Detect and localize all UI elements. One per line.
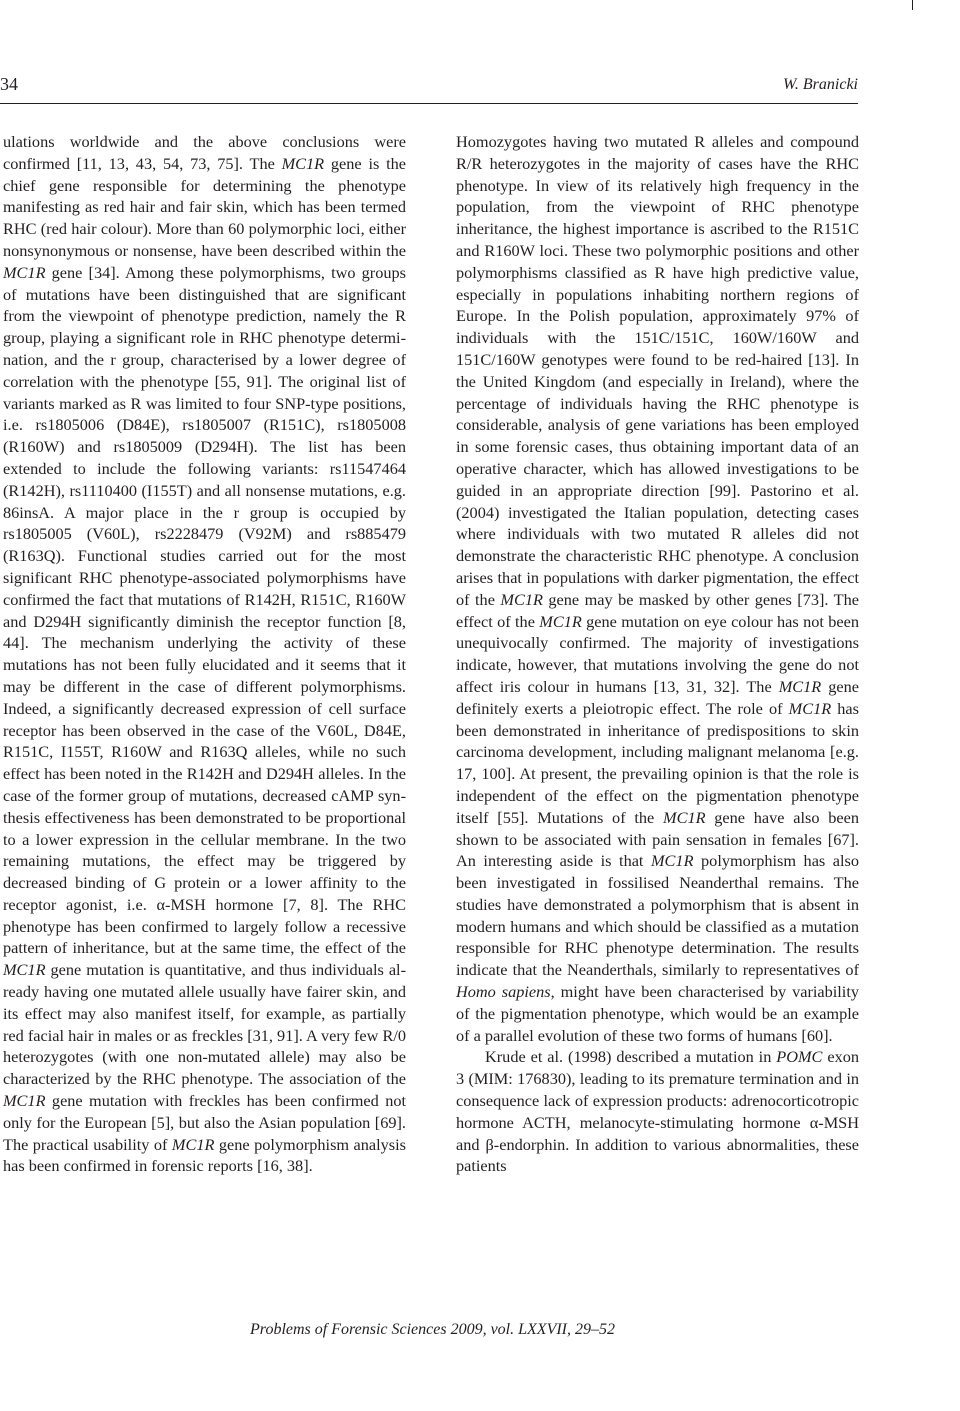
footer-citation: Problems of Forensic Sciences 2009, vol. LXXVII, 29–52 (250, 1321, 615, 1338)
body-paragraph: Krude et al. (1998) described a mutation in POMC exon 3 (MIM: 176830), leading to its premature termination and in consequence lack of expression products: adrenocorticotropic hormone ACTH, melanocyte-stimulating hormone α-MSH and β-endorphin. In addition to various abnormalities, these patients (456, 1047, 860, 1176)
running-header (0, 0, 960, 110)
right-text-column (456, 131, 859, 1177)
running-header-author: W. Branicki (783, 76, 858, 93)
page-number: 34 (0, 74, 18, 94)
body-paragraph: ulations worldwide and the above conclusions were confirmed [11, 13, 43, 54, 73, 75]. The MC1R gene is the chief gene responsible for determining the phenotype manifesting as red hair and fair skin, which has been termed RHC (red hair colour). More than 60 polymorphic loci, either nonsynonymous or nonsense, have been described within the MC1R gene [34]. Among these polymorphisms, two groups of mutations have been distinguished that are significant from the viewpoint of phenotype prediction, namely the R group, playing a significant role in RHC phenotype determination, and the r group, characterised by a lower degree of correlation with the phenotype [55, 91]. The original list of variants marked as R was limited to four SNP-type positions, i.e. rs1805006 (D84E), rs1805007 (R151C), rs1805008 (R160W) and rs1805009 (D294H). The list has been extended to include the following variants: rs11547464 (R142H), rs1110400 (I155T) and all nonsense mutations, e.g. 86insA. A major place in the r group is occupied by rs1805005 (V60L), rs2228479 (V92M) and rs885479 (R163Q). Functional studies carried out for the most significant RHC phenotype-associated polymorphisms have confirmed the fact that mutations of R142H, R151C, R160W and D294H significantly diminish the receptor function [8, 44]. The mechanism underlying the activity of these mutations has not been fully elucidated and it seems that it may be different in the case of different polymorphisms. Indeed, a significantly decreased expression of cell surface receptor has been observed in the case of the V60L, D84E, R151C, I155T, R160W and R163Q alleles, while no such effect has been noted in the R142H and D294H alleles. In the case of the former group of mutations, decreased cAMP synthesis effectiveness has been demonstrated to be proportional to a lower expression in the cellular membrane. In the two remaining mutations, the effect may be triggered by decreased binding of G protein or a lower affinity to the receptor agonist, i.e. α-MSH hormone [7, 8]. The RHC phenotype has been confirmed to largely follow a recessive pattern of inheritance, but at the same time, the effect of the MC1R gene mutation is quantitative, and thus individuals already having one mutated allele usually have fairer skin, and its effect may also manifest itself, for example, as partially red facial hair in males or as freckles [31, 91]. A very few R/0 heterozygotes (with one non-mutated allele) may also be characterized by the RHC phenotype. The association of the MC1R gene mutation with freckles has been confirmed not only for the European [5], but also the Asian population [69]. The practical usability of MC1R gene polymorphism analysis has been confirmed in forensic reports [16, 38]. (3, 132, 406, 1176)
left-text-column (3, 131, 406, 1177)
body-paragraph: Homozygotes having two mutated R alleles and compound R/R heterozygotes in the majority of cases have the RHC phenotype. In view of its relatively high frequency in the population, from the viewpoint of RHC phenotype inheritance, the highest importance is ascribed to the R151C and R160W loci. These two polymorphic positions and other polymorphisms classified as R have high predictive value, especially in populations inhabiting northern regions of Europe. In the Polish population, approximately 97% of individuals with the 151C/151C, 160W/160W and 151C/160W genotypes were found to be red-haired [13]. In the United Kingdom (and especially in Ireland), where the percentage of individuals having the RHC phenotype is considerable, analysis of gene variations has been employed in some forensic cases, thus obtaining important data of an operative character, which has allowed investigations to be guided in an appropriate direction [99]. Pastorino et al. (2004) investigated the Italian population, detecting cases where individuals with two mutated R alleles did not demonstrate the characteristic RHC phenotype. A conclusion arises that in populations with darker pigmentation, the effect of the MC1R gene may be masked by other genes [73]. The effect of the MC1R gene mutation on eye colour has not been unequivocally confirmed. The majority of investigations indicate, however, that mutations involving the gene do not affect iris colour in humans [13, 31, 32]. The MC1R gene definitely exerts a pleiotropic effect. The role of MC1R has been demonstrated in inheritance of predispositions to skin carcinoma development, including malignant melanoma [e.g. 17, 100]. At present, the prevailing opinion is that the role is independent of the effect on the pigmentation phenotype itself [55]. Mutations of the MC1R gene have also been shown to be associated with pain sensation in females [67]. An interesting aside is that MC1R polymorphism has also been investigated in fossilised Neanderthal remains. The studies have demonstrated a polymorphism that is absent in modern humans and which should be classified as a mutation responsible for RHC phenotype determination. The results indicate that the Neanderthals, similarly to representatives of Homo sapiens, might have been characterised by variability of the pigmentation phenotype, which would be an example of a parallel evolution of these two forms of humans [60]. (456, 132, 860, 1045)
page-footer (0, 1321, 858, 1339)
header-rule (0, 103, 858, 104)
